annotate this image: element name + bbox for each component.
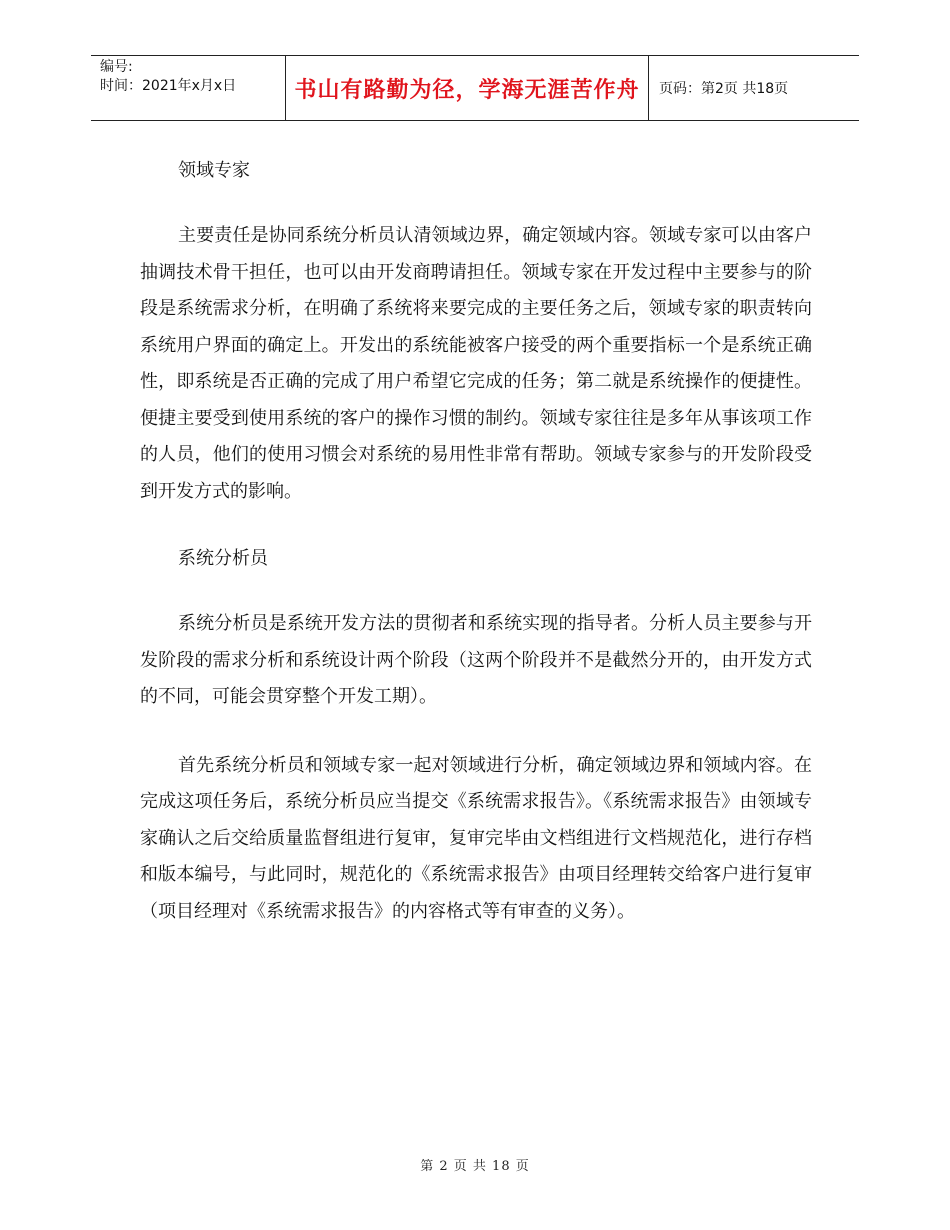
header-meta [91,56,285,120]
page-footer: 第 2 页 共 18 页 [420,1159,530,1174]
page-header [91,55,859,121]
serial-number-label: 编号: [100,59,133,75]
paragraph-domain-expert: 主要责任是协同系统分析员认清领域边界，确定领域内容。领域专家可以由客户抽调技术骨干担任，也可以由开发商聘请担任。领域专家在开发过程中主要参与的阶段是系统需求分析，在明确了系统将来要完成的主要任务之后，领域专家的职责转向系统用户界面的确定上。开发出的系统能被客户接受的两个重要指标一个是系统正确性，即系统是否正确的完成了用户希望它完成的任务；第二就是系统操作的便捷性。便捷主要受到使用系统的客户的操作习惯的制约。领域专家往往是多年从事该项工作的人员，他们的使用习惯会对系统的易用性非常有帮助。领域专家参与的开发阶段受到开发方式的影响。 [140,225,812,502]
paragraph-system-analyst-process: 首先系统分析员和领域专家一起对领域进行分析，确定领域边界和领域内容。在完成这项任务后，系统分析员应当提交《系统需求报告》。《系统需求报告》由领域专家确认之后交给质量监督组进行复审，复审完毕由文档组进行文档规范化，进行存档和版本编号，与此同时，规范化的《系统需求报告》由项目经理转交给客户进行复审（项目经理对《系统需求报告》的内容格式等有审查的义务）。 [140,754,812,922]
document-body [140,150,812,930]
header-page-info: 页码：第2页 共18页 [659,81,789,97]
section-heading-system-analyst: 系统分析员 [178,548,268,569]
paragraph-system-analyst-role: 系统分析员是系统开发方法的贯彻者和系统实现的指导者。分析人员主要参与开发阶段的需求分析和系统设计两个阶段（这两个阶段并不是截然分开的，由开发方式的不同，可能会贯穿整个开发工期）。 [140,613,812,707]
date-label: 时间：2021年x月x日 [100,78,237,94]
section-heading-domain-expert: 领域专家 [178,160,250,181]
header-motto: 书山有路勤为径，学海无涯苦作舟 [285,56,649,120]
